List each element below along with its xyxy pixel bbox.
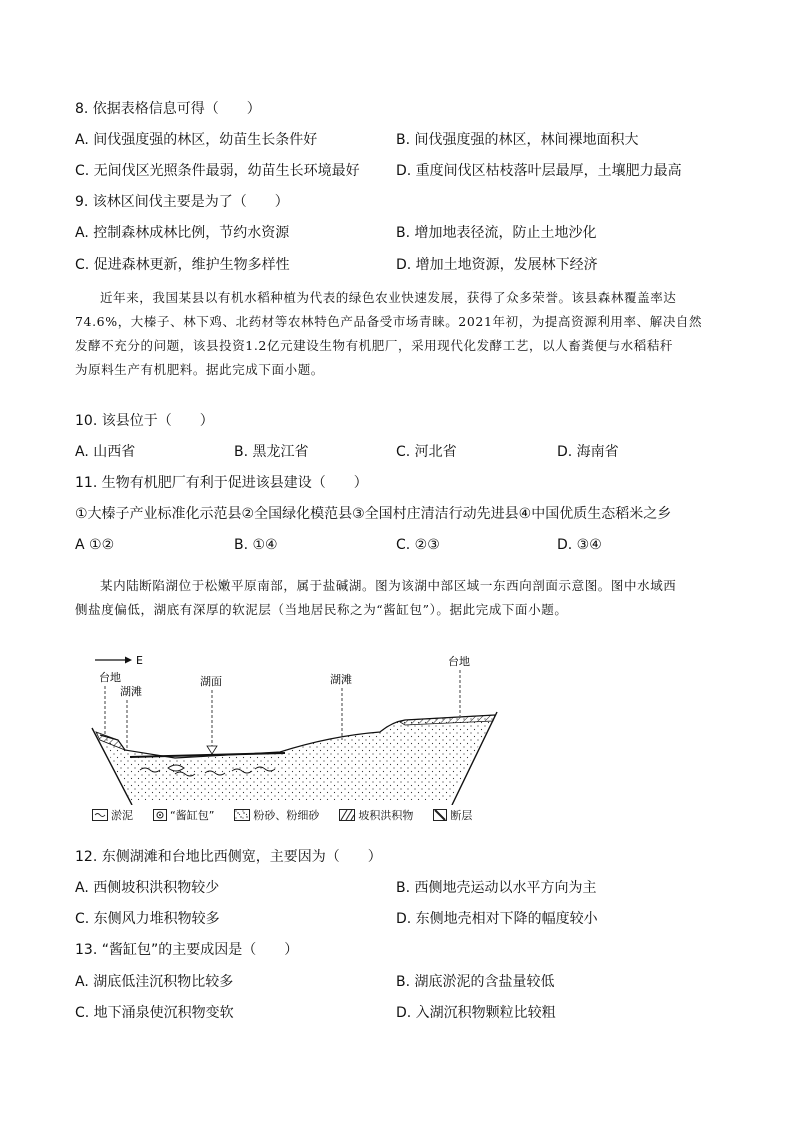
q12-option-a: A. 西侧坡积洪积物较少 — [75, 880, 220, 896]
passage-2-line-1: 某内陆断陷湖位于松嫩平原南部，属于盐碱湖。图为该湖中部区域一东西向剖面示意图。图中水域西 — [100, 578, 677, 593]
q10-option-c: C. 河北省 — [396, 444, 457, 460]
legend-jianggangbao: “酱缸包” — [153, 807, 214, 823]
label-taidi-west: 台地 — [99, 671, 121, 684]
q12-option-c: C. 东侧风力堆积物较多 — [75, 911, 220, 927]
question-12-stem: 12. 东侧湖滩和台地比西侧宽，主要因为（ ） — [75, 849, 382, 865]
passage-2 — [75, 574, 725, 622]
direction-label: E — [136, 654, 143, 667]
label-humian: 湖面 — [200, 675, 222, 688]
q8-option-b: B. 间伐强度强的林区，林间裸地面积大 — [396, 132, 639, 148]
label-taidi-east: 台地 — [448, 655, 470, 668]
q10-option-b: B. 黑龙江省 — [234, 444, 309, 460]
label-hutan-east: 湖滩 — [330, 673, 352, 686]
passage-1-line-2: 74.6%，大榛子、林下鸡、北药材等农林特色产品备受市场青睐。2021年初，为提高资源利用率、解决自然 — [75, 314, 703, 329]
question-11-stem: 11. 生物有机肥厂有利于促进该县建设（ ） — [75, 475, 368, 491]
q9-option-d: D. 增加土地资源，发展林下经济 — [396, 257, 598, 273]
legend-fensha: 粉砂、粉细砂 — [234, 807, 319, 823]
diagram-legend — [92, 806, 486, 824]
q9-option-a: A. 控制森林成林比例，节约水资源 — [75, 225, 290, 241]
q13-option-c: C. 地下涌泉使沉积物变软 — [75, 1005, 234, 1021]
q9-option-c: C. 促进森林更新，维护生物多样性 — [75, 257, 290, 273]
passage-1 — [75, 286, 725, 382]
slope-deposit-symbol-icon — [339, 809, 355, 821]
passage-2-line-2: 侧盐度偏低，湖底有深厚的软泥层（当地居民称之为“酱缸包”）。据此完成下面小题。 — [75, 602, 568, 617]
direction-arrow — [95, 654, 143, 667]
passage-1-line-1: 近年来，我国某县以有机水稻种植为代表的绿色农业快速发展，获得了众多荣誉。该县森林覆盖率达 — [100, 290, 677, 305]
q12-option-d: D. 东侧地壳相对下降的幅度较小 — [396, 911, 598, 927]
passage-1-line-3: 发酵不充分的问题，该县投资1.2亿元建设生物有机肥厂，采用现代化发酵工艺，以人畜粪便与水稻秸秆 — [75, 338, 674, 353]
passage-1-line-4: 为原料生产有机肥料。据此完成下面小题。 — [75, 362, 324, 377]
q11-items: ①大榛子产业标准化示范县②全国绿化模范县③全国村庄清洁行动先进县④中国优质生态稻米之乡 — [75, 506, 672, 522]
q10-option-a: A. 山西省 — [75, 444, 136, 460]
lake-cross-section-diagram — [0, 640, 794, 805]
legend-poji: 坡积洪积物 — [339, 807, 413, 823]
legend-yuni: 淤泥 — [92, 807, 133, 823]
q13-option-d: D. 入湖沉积物颗粒比较粗 — [396, 1005, 556, 1021]
q11-option-d: D. ③④ — [557, 537, 602, 553]
legend-duanceng: 断层 — [433, 807, 472, 823]
jianggangbao-symbol-icon — [153, 809, 167, 821]
q12-option-b: B. 西侧地壳运动以水平方向为主 — [396, 880, 597, 896]
question-8-stem: 8. 依据表格信息可得（ ） — [75, 101, 261, 117]
sediment-fill — [100, 715, 495, 800]
q11-option-a: A ①② — [75, 537, 115, 553]
q10-option-d: D. 海南省 — [557, 444, 619, 460]
question-13-stem: 13. “酱缸包”的主要成因是（ ） — [75, 942, 299, 958]
q8-option-d: D. 重度间伐区枯枝落叶层最厚，土壤肥力最高 — [396, 163, 682, 179]
label-hutan-west: 湖滩 — [120, 685, 142, 698]
q11-option-b: B. ①④ — [234, 537, 278, 553]
q8-option-a: A. 间伐强度强的林区，幼苗生长条件好 — [75, 132, 318, 148]
q13-option-b: B. 湖底淤泥的含盐量较低 — [396, 974, 555, 990]
silt-symbol-icon — [234, 809, 250, 821]
mud-symbol-icon — [92, 809, 108, 821]
q13-option-a: A. 湖底低洼沉积物比较多 — [75, 974, 234, 990]
q11-option-c: C. ②③ — [396, 537, 440, 553]
q8-option-c: C. 无间伐区光照条件最弱，幼苗生长环境最好 — [75, 163, 360, 179]
q9-option-b: B. 增加地表径流，防止土地沙化 — [396, 225, 597, 241]
fault-symbol-icon — [433, 809, 447, 821]
question-9-stem: 9. 该林区间伐主要是为了（ ） — [75, 194, 289, 210]
question-10-stem: 10. 该县位于（ ） — [75, 413, 214, 429]
